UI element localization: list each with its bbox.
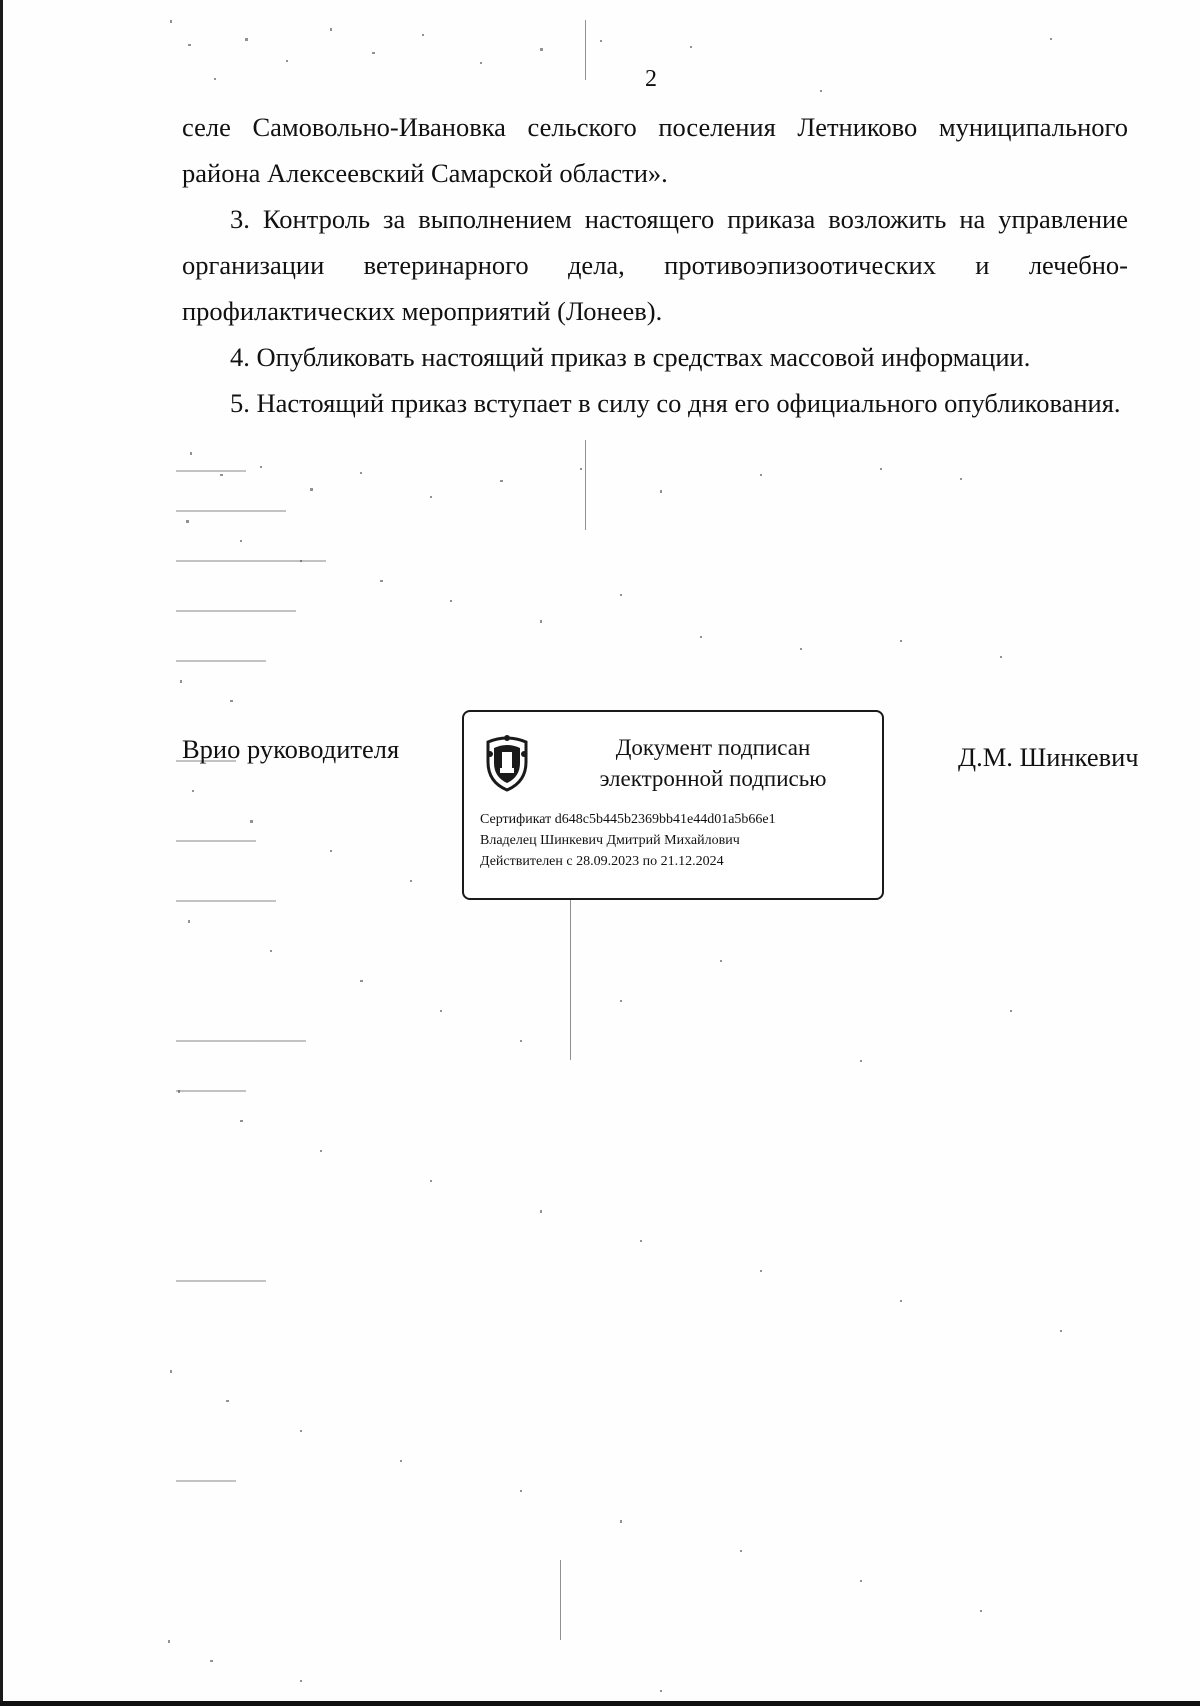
paragraph-item-5: 5. Настоящий приказ вступает в силу со дня его официального опубликования. [230, 388, 1121, 418]
paragraph-item-4: 4. Опубликовать настоящий приказ в средствах массовой информации. [230, 342, 1031, 372]
page-number: 2 [645, 66, 657, 92]
stamp-validity: Действителен с 28.09.2023 по 21.12.2024 [480, 854, 724, 869]
paragraph-item-3: 3. Контроль за выполнением настоящего приказа возложить на управление организации ветеринарного дела, противоэпизоотических и лечебно-профилактических мероприятий (Лонеев). [182, 204, 1128, 326]
stamp-details [480, 809, 776, 872]
stamp-title-line-2: электронной подписью [599, 766, 827, 791]
stamp-owner: Владелец Шинкевич Дмитрий Михайлович [480, 833, 740, 848]
signer-position: Врио руководителя [182, 734, 400, 764]
paragraph-continuation: селе Самовольно-Ивановка сельского поселения Летниково муниципального района Алексеевский Самарской области». [182, 112, 1128, 188]
electronic-signature-stamp [462, 710, 884, 900]
stamp-title [554, 732, 872, 794]
stamp-certificate: Сертификат d648c5b445b2369bb41e44d01a5b66e1 [480, 812, 776, 827]
stamp-title-line-1: Документ подписан [615, 735, 811, 760]
signer-name: Д.М. Шинкевич [958, 742, 1139, 772]
coat-of-arms-icon [482, 734, 532, 792]
